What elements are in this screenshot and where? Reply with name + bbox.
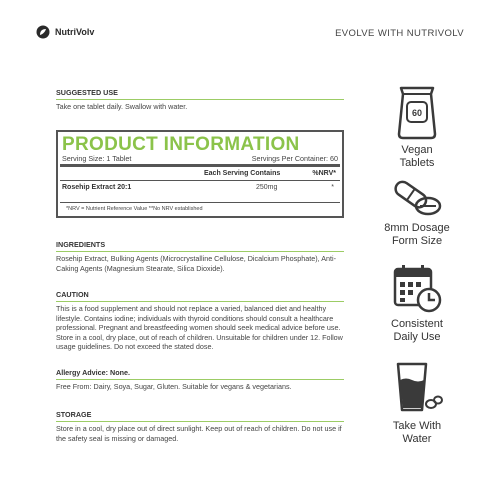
feature-label-line2: Water <box>402 433 432 445</box>
feature-label-line1: Vegan <box>401 144 433 156</box>
page-header <box>0 0 500 70</box>
feature-label-line2: Daily Use <box>393 331 441 343</box>
allergy-text: Free From: Dairy, Soya, Sugar, Gluten. Suitable for vegans & vegetarians. <box>56 382 292 391</box>
feature-take-with-water <box>375 360 459 446</box>
caution-title: CAUTION <box>56 290 344 302</box>
suggested-use-title: SUGGESTED USE <box>56 88 344 100</box>
feature-label-line1: Take With <box>392 420 442 432</box>
brand-mark-icon <box>36 25 50 39</box>
suggested-use-section <box>56 88 344 112</box>
brand-tagline: EVOLVE WITH NUTRIVOLV <box>335 28 464 39</box>
allergy-section <box>56 368 344 392</box>
feature-label-line2: Tablets <box>399 157 435 169</box>
brand-logo[interactable] <box>36 25 94 39</box>
storage-text: Store in a cool, dry place out of direct sunlight. Keep out of reach of children. Do not use if the safety seal is missing or damaged. <box>56 424 342 443</box>
product-information-table <box>56 130 344 218</box>
capsule-tablet-icon <box>390 176 444 220</box>
table-divider-thick <box>60 164 340 167</box>
column-header-each-serving: Each Serving Contains <box>204 170 281 177</box>
table-row-amount: 250mg <box>256 184 278 191</box>
brand-name: NutriVolv <box>55 27 95 37</box>
ingredients-title: INGREDIENTS <box>56 240 344 252</box>
nrv-footnote: *NRV = Nutrient Reference Value **No NRV established <box>66 206 203 212</box>
pouch-count-badge: 60 <box>411 108 423 118</box>
pouch-icon <box>393 84 441 140</box>
column-header-nrv: %NRV* <box>312 170 336 177</box>
glass-water-icon <box>390 360 444 414</box>
servings-per-container: Servings Per Container: 60 <box>251 154 338 163</box>
feature-label-line1: 8mm Dosage <box>384 222 450 234</box>
storage-section <box>56 410 344 443</box>
table-divider <box>60 202 340 203</box>
calendar-clock-icon <box>391 262 443 314</box>
serving-size: Serving Size: 1 Tablet <box>62 154 132 163</box>
feature-label-line2: Form Size <box>391 235 443 247</box>
table-row-ingredient-name: Rosehip Extract 20:1 <box>62 184 132 191</box>
ingredients-text: Rosehip Extract, Bulking Agents (Microcrystalline Cellulose, Dicalcium Phosphate), Anti-Caking Agents (Magnesium Stearate, Silica Dioxide). <box>56 254 337 273</box>
table-divider <box>60 180 340 181</box>
feature-label-line1: Consistent <box>391 318 443 330</box>
product-information-title: PRODUCT INFORMATION <box>62 134 300 155</box>
caution-section <box>56 290 344 352</box>
feature-dosage-size <box>375 176 459 248</box>
storage-title: STORAGE <box>56 410 344 422</box>
ingredients-section <box>56 240 344 273</box>
allergy-title: Allergy Advice: None. <box>56 368 344 380</box>
table-row-nrv: * <box>331 184 334 191</box>
suggested-use-text: Take one tablet daily. Swallow with water. <box>56 102 188 111</box>
feature-consistent-use <box>375 262 459 344</box>
feature-vegan-tablets <box>375 84 459 170</box>
caution-text: This is a food supplement and should not replace a varied, balanced diet and healthy lifestyle. Contains iodine; individuals with thyroid conditions should consult a healthcare professional. Pregnant and breastfeeding women should seek medical advice before use. Store in a cool, dry place, out of reach of children. Unsuitable for children under 12. Follow usage guidelines. Do not exceed the stated dose. <box>56 304 343 351</box>
